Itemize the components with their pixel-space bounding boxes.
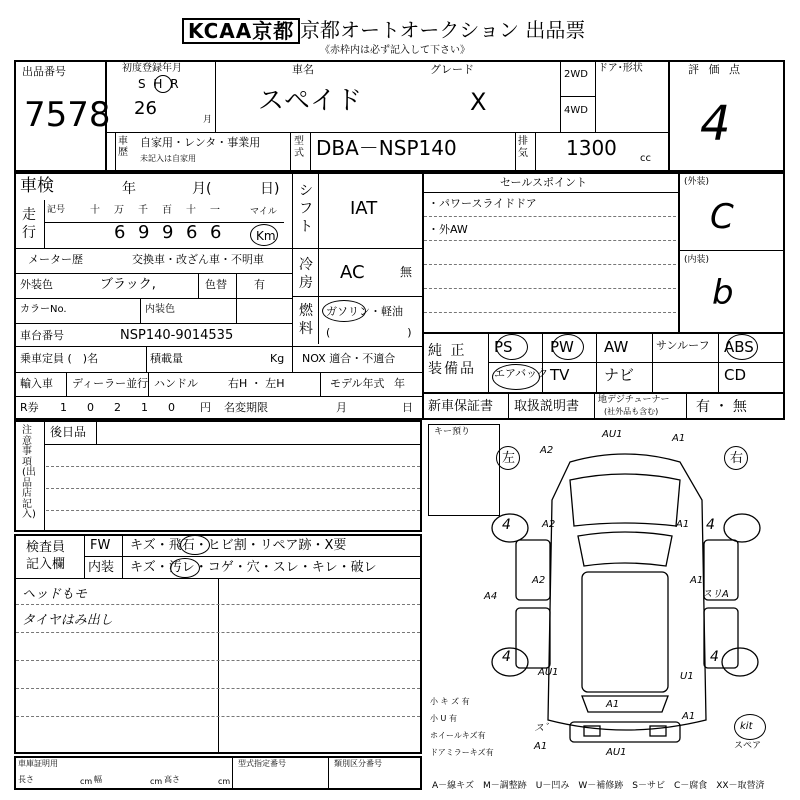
length-label: 長さ (18, 775, 34, 784)
fuel-options: ガソリン・軽油 (326, 305, 403, 318)
inspection-label: 車検 (20, 176, 54, 196)
transfer-label: 名変期限 (224, 401, 268, 414)
ac-value: AC (340, 262, 365, 283)
displacement-label: 排気 (518, 136, 528, 159)
shift-value: IAT (350, 198, 378, 219)
car-hood (570, 474, 680, 526)
damage-mark: A2 (540, 445, 554, 456)
handle-lr: 右H ・ 左H (228, 377, 285, 390)
capacity-label: 乗車定員 ( )名 (20, 352, 99, 365)
damage-mark: A1 (676, 519, 690, 530)
equipment-item: ABS (724, 338, 754, 356)
grade-value: X (470, 88, 487, 116)
equipment-item: ナビ (604, 366, 635, 384)
mileage-unit-label: 百 (162, 205, 172, 216)
mileage-unit-label: 一 (210, 205, 220, 216)
tire-mark: 4 (710, 649, 719, 665)
color-label: 外装色 (20, 278, 53, 291)
km-circle (250, 224, 278, 246)
mileage-digit: 6 (114, 222, 126, 243)
damage-mark: A1 (606, 699, 620, 710)
checker-note-1: ヘッドもモ (22, 587, 88, 602)
mileage-digit: 9 (162, 222, 174, 243)
model-year-unit: 年 (394, 377, 405, 390)
damage-mark: A1 (690, 575, 704, 586)
spare-label: スペア (734, 741, 762, 751)
drive-4wd: 4WD (564, 105, 588, 116)
damage-mark: AU1 (602, 429, 623, 440)
equipment-item: エアバック (494, 367, 549, 380)
damage-mark: スリA (702, 589, 729, 600)
stone-chip-circle (180, 535, 210, 555)
rating-value: 4 (700, 96, 731, 152)
load-unit: Kg (270, 352, 285, 365)
nox-label: NOX 適合・不適合 (302, 352, 396, 365)
handle-label: ハンドル (154, 377, 198, 390)
left-side-label: 左 (502, 451, 516, 466)
chassis-value: NSP140-9014535 (120, 328, 234, 343)
mileage-unit-label: 万 (114, 205, 124, 216)
interior-check-options: キズ・汚レ・コゲ・穴・スレ・キレ・破レ (130, 560, 377, 575)
damage-code-legend: A－線キズ M－調整跡 U－凹み W－補修跡 S－サビ C－腐食 XX－取替済 (432, 781, 765, 791)
abs-circle (726, 334, 758, 360)
lot-label: 出品番号 (22, 65, 66, 78)
mileage-unit-label: 千 (138, 205, 148, 216)
tire-front-right (724, 514, 760, 542)
equipment-item: PS (494, 338, 513, 356)
model-value: DBA－NSP140 (316, 136, 457, 160)
model-year-label: モデル年式 (330, 377, 385, 390)
car-front-left-door (516, 540, 550, 600)
tire-mark: 4 (502, 649, 511, 665)
recycle-digit: 0 (168, 401, 175, 414)
width-unit: cm (150, 777, 163, 786)
damage-legend-item: ホイールキズ有 (430, 731, 486, 740)
damage-mark: A2 (542, 519, 556, 530)
form-title: 京都オートオークション 出品票 (300, 18, 586, 42)
manual-label: 取扱説明書 (514, 399, 580, 414)
import-label: 輸入車 (20, 377, 53, 390)
kit-label: kit (740, 721, 753, 732)
recycle-digit: 2 (114, 401, 121, 414)
equipment-item: サンルーフ (656, 339, 710, 352)
mileage-digit: 6 (210, 222, 222, 243)
exterior-grade: C (710, 197, 734, 237)
digital-label: 地デジチューナー (598, 395, 670, 405)
interior-color-label: 内装色 (145, 304, 175, 315)
ps-circle (496, 334, 528, 360)
first-reg-era: S H R (138, 77, 181, 91)
car-rear-left-door (516, 608, 550, 668)
recycle-yen: 円 (200, 401, 211, 414)
warranty-label: 新車保証書 (428, 399, 494, 414)
checker-note-2: タイヤはみ出し (22, 613, 113, 628)
rating-label: 評 価 点 (688, 63, 743, 76)
shift-label: シフト (299, 183, 313, 236)
inspection-month: 月( (192, 181, 212, 197)
equipment-item: CD (724, 366, 747, 384)
fuel-paren: ( ) (326, 326, 412, 339)
car-windshield (578, 532, 672, 566)
recycle-digit: 0 (87, 401, 94, 414)
recycle-digit: 1 (141, 401, 148, 414)
damage-legend-item: ドアミラーキズ有 (430, 748, 494, 757)
tire-mark: 4 (706, 517, 715, 533)
interior-label: (内装) (684, 255, 710, 265)
transfer-day: 日 (402, 401, 413, 414)
car-roof (582, 572, 668, 692)
mileage-sign-label: 記号 (47, 205, 66, 215)
meter-options: 交換車・改ざん車・不明車 (132, 253, 264, 266)
mileage-label: 走行 (22, 207, 36, 242)
damage-mark: A4 (484, 591, 498, 602)
auction-logo: KCAA京都 (182, 18, 300, 44)
notes-label: 注意事項(出品店記入) (22, 425, 36, 520)
tire-rear-right (722, 648, 758, 676)
car-diagram (470, 440, 780, 760)
sales-item-2: ・外AW (428, 223, 468, 236)
first-reg-month-unit: 月 (203, 115, 213, 125)
lot-number: 7578 (24, 95, 111, 135)
interior-grade: b (712, 273, 734, 313)
fuel-label: 燃料 (299, 303, 313, 338)
length-unit: cm (80, 777, 93, 786)
mileage-unit-label: マイル (250, 207, 277, 217)
color-change-value: 有 (254, 278, 265, 291)
category-label: 類別区分番号 (334, 759, 382, 768)
displacement-value: 1300 (566, 136, 617, 160)
digital-note: (社外品も含む) (604, 407, 659, 416)
history-options: 自家用・レンタ・事業用 (140, 136, 261, 149)
displacement-unit: cc (640, 153, 651, 164)
door-label: ドア･形状 (598, 63, 643, 74)
type-approval-label: 型式指定番号 (238, 759, 286, 768)
ac-label: 冷房 (299, 257, 313, 292)
history-note: 未記入は自家用 (140, 154, 196, 163)
damage-mark: A1 (672, 433, 686, 444)
load-label: 積載量 (150, 352, 183, 365)
first-reg-year: 26 (134, 98, 157, 119)
mileage-km: Km (256, 229, 276, 243)
fw-options: キズ・飛石・ヒビ割・リペア跡・X要 (130, 538, 347, 553)
digital-yn: 有 ・ 無 (696, 399, 747, 415)
airbag-circle (492, 364, 540, 390)
recycle-digit: 1 (60, 401, 67, 414)
damage-mark: U1 (680, 671, 694, 682)
car-name-value: スペイド (258, 86, 363, 116)
width-label: 幅 (94, 775, 102, 784)
damage-mark: A1 (534, 741, 548, 752)
damage-legend-item: 小 キ ズ 有 (430, 697, 470, 706)
checker-label: 検査員 記入欄 (26, 540, 66, 572)
pw-circle (552, 334, 584, 360)
exterior-label: (外装) (684, 177, 710, 187)
interior-check-label: 内装 (88, 560, 115, 575)
kit-circle (734, 714, 766, 740)
first-reg-label: 初度登録年月 (122, 63, 182, 74)
equipment-item: TV (550, 366, 570, 384)
car-rear (570, 722, 680, 742)
drive-2wd: 2WD (564, 69, 588, 80)
damage-mark: ス゛ (534, 723, 554, 734)
era-circle (154, 75, 172, 93)
color-value: ブラック, (100, 277, 156, 292)
sales-item-1: ・パワースライドドア (428, 197, 537, 210)
tire-mark: 4 (502, 517, 511, 533)
mileage-digit: 9 (138, 222, 150, 243)
mileage-unit-label: 十 (90, 205, 100, 216)
inspection-year: 年 (122, 181, 136, 197)
damage-legend-item: 小 U 有 (430, 714, 457, 723)
mileage-unit-label: 十 (186, 205, 196, 216)
damage-mark: A2 (532, 575, 546, 586)
chassis-label: 車台番号 (20, 329, 64, 342)
meter-label: メーター歴 (28, 253, 83, 266)
notes-item: 後日品 (50, 425, 87, 439)
color-change-label: 色替 (205, 278, 227, 291)
key-label: キー預り (434, 427, 471, 437)
fw-label: FW (90, 538, 111, 553)
dirt-circle (170, 558, 200, 578)
right-side-label: 右 (730, 451, 744, 466)
ac-none: 無 (400, 265, 413, 279)
damage-mark: A1 (682, 711, 696, 722)
height-label: 高さ (164, 775, 180, 784)
car-rear-window (582, 696, 668, 712)
recycle-label: R券 (20, 401, 39, 414)
fuel-circle (322, 300, 366, 322)
equipment-item: AW (604, 338, 629, 356)
model-label: 型式 (294, 136, 304, 159)
transfer-month: 月 (336, 401, 347, 414)
inspection-day: 日) (260, 181, 280, 197)
equipment-item: PW (550, 338, 574, 356)
damage-mark: AU1 (606, 747, 627, 758)
history-label: 車歴 (118, 136, 128, 158)
import-dealer: ディーラー並行 (72, 377, 149, 390)
garage-label: 車庫証明用 (18, 759, 58, 768)
damage-mark: AU1 (538, 667, 559, 678)
sales-title: セールスポイント (500, 176, 588, 189)
color-no-label: カラーNo. (20, 304, 67, 315)
equipment-label: 純 正 装備品 (428, 343, 476, 378)
height-unit: cm (218, 777, 231, 786)
form-note: 《赤枠内は必ず記入して下さい》 (320, 45, 470, 56)
grade-label: グレード (430, 63, 474, 76)
car-name-label: 車名 (292, 63, 314, 76)
mileage-digit: 6 (186, 222, 198, 243)
